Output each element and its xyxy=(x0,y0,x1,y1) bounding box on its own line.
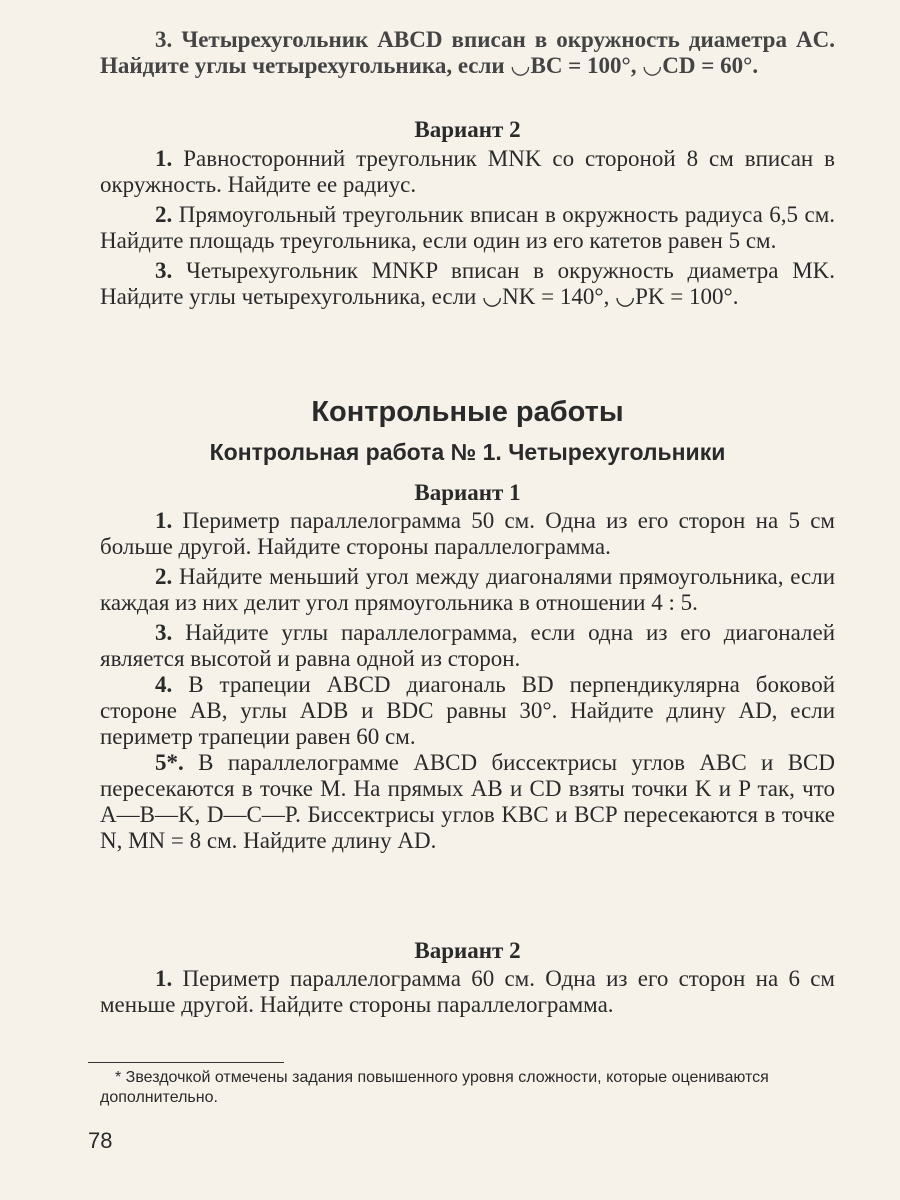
page-number: 78 xyxy=(88,1128,113,1153)
task-item: 2. Прямоугольный треугольник вписан в окружность радиуса 6,5 см. Найдите площадь треугольника, если один из его катетов равен 5 см. xyxy=(100,202,836,253)
variant-1-tasks xyxy=(100,508,835,854)
variant-2-tasks xyxy=(100,146,835,310)
section-title: Контрольные работы xyxy=(311,396,624,428)
task-item: 3. Найдите углы параллелограмма, если одна из его диагоналей является высотой и равна одной из сторон. xyxy=(100,620,836,671)
task-3-previous-variant: 3. Четырехугольник ABCD вписан в окружность диаметра AC. Найдите углы четырехугольника, если ◡BC = 100°, ◡CD = 60°. xyxy=(100,27,836,78)
variant-2-second-tasks xyxy=(100,966,835,1018)
task-item: 5*. В параллелограмме ABCD биссектрисы углов ABC и BCD пересекаются в точке M. На прямых AB и CD взяты точки K и P так, что A—B—K, D—C—P. Биссектрисы углов KBC и BCP пересекаются в точке N, MN = 8 см. Найдите длину AD. xyxy=(100,750,836,853)
variant-2-heading-second: Вариант 2 xyxy=(414,938,521,963)
task-item: 4. В трапеции ABCD диагональ BD перпендикулярна боковой стороне AB, углы ADB и BDC равны 30°. Найдите длину AD, если периметр трапеции равен 60 см. xyxy=(100,672,836,749)
task-item: 2. Найдите меньший угол между диагоналями прямоугольника, если каждая из них делит угол прямоугольника в отношении 4 : 5. xyxy=(100,564,836,615)
variant-2-heading: Вариант 2 xyxy=(414,117,521,142)
task-item: 1. Периметр параллелограмма 50 см. Одна из его сторон на 5 см больше другой. Найдите стороны параллелограмма. xyxy=(100,508,835,559)
variant-1-heading: Вариант 1 xyxy=(414,480,521,505)
task-item: 3. Четырехугольник MNKP вписан в окружность диаметра MK. Найдите углы четырехугольника, если ◡NK = 140°, ◡PK = 100°. xyxy=(100,258,835,309)
footnote: * Звездочкой отмечены задания повышенного уровня сложности, которые оцениваются дополнительно. xyxy=(100,1069,769,1106)
footnote-divider xyxy=(88,1062,284,1063)
test-title: Контрольная работа № 1. Четырехугольники xyxy=(209,439,726,465)
task-item: 1. Равносторонний треугольник MNK со стороной 8 см вписан в окружность. Найдите ее радиус. xyxy=(100,146,836,197)
task-item: 1. Периметр параллелограмма 60 см. Одна из его сторон на 6 см меньше другой. Найдите стороны параллелограмма. xyxy=(100,966,835,1017)
